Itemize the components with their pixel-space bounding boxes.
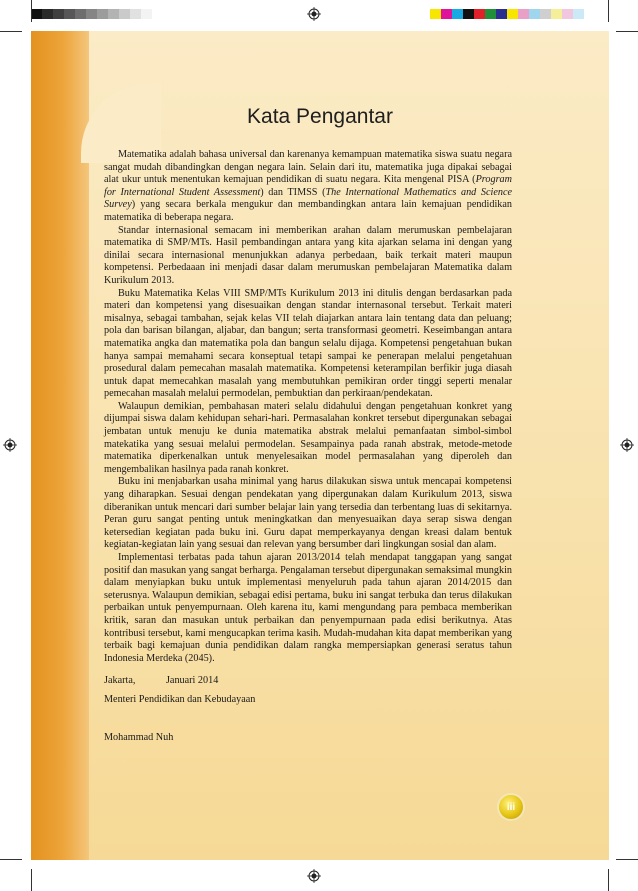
- gray-swatch: [119, 9, 130, 19]
- gray-swatch: [31, 9, 42, 19]
- paragraph: Matematika adalah bahasa universal dan karenanya kemampuan matematika siswa suatu negara sangat mudah dibandingkan dengan negara lain. Selain dari itu, matematika juga dipakai sebagai alat ukur untuk menentukan kemajuan pendidikan di suatu negara. Kita mengenal PISA (Program for International Student Assessment) dan TIMSS (The International Mathematics and Science Survey) yang secara berkala mengukur dan membandingkan antara lain kemajuan pendidikan matematika di beberapa negara.: [104, 149, 512, 223]
- color-swatch: [518, 9, 529, 19]
- gray-swatch: [64, 9, 75, 19]
- book-page: [31, 31, 609, 860]
- color-swatch: [573, 9, 584, 19]
- registration-mark-icon: [307, 869, 321, 883]
- date: Januari 2014: [165, 675, 219, 686]
- color-swatch: [507, 9, 518, 19]
- crop-mark: [31, 869, 32, 891]
- color-swatch: [474, 9, 485, 19]
- crop-mark: [616, 859, 638, 860]
- paragraph: Standar internasional semacam ini memberikan arahan dalam merumuskan pembelajaran matematika di SMP/MTs. Hasil pembandingan antara yang kita ajarkan selama ini dengan yang dinilai secara internasional menunjukkan adanya perbedaan, baik terkait materi maupun kompetensi. Perbedaaan ini menjadi dasar dalam merumuskan pembelajaran Matematika dalam Kurikulum 2013.: [104, 224, 512, 286]
- page-number-badge: iii: [499, 795, 523, 819]
- paragraph: Buku ini menjabarkan usaha minimal yang harus dilakukan siswa untuk mencapai kompetensi yang diharapkan. Sesuai dengan pendekatan yang dipergunakan dalam Kurikulum 2013, siswa diberanikan untuk mencari dari sumber belajar lain yang tersedia dan terbentang luas di sekitarnya. Peran guru sangat penting untuk meningkatkan dan menyesuaikan daya serap siswa dengan ketersedian kegiatan pada buku ini. Guru dapat memperkayanya dengan kreasi dalam bentuk kegiatan-kegiatan lain yang sesuai dan relevan yang bersumber dari lingkungan sosial dan alam.: [104, 476, 512, 551]
- color-swatch: [529, 9, 540, 19]
- crop-mark: [608, 0, 609, 22]
- gray-swatch: [130, 9, 141, 19]
- color-swatch: [430, 9, 441, 19]
- place: Jakarta,: [104, 675, 136, 686]
- color-swatch: [562, 9, 573, 19]
- registration-mark-icon: [620, 438, 634, 452]
- color-swatch: [463, 9, 474, 19]
- crop-mark: [616, 31, 638, 32]
- gray-swatch: [141, 9, 152, 19]
- crop-mark: [31, 0, 32, 22]
- color-swatch: [551, 9, 562, 19]
- gray-swatch: [75, 9, 86, 19]
- crop-mark: [0, 859, 22, 860]
- registration-mark-icon: [307, 7, 321, 21]
- place-date: [104, 675, 218, 686]
- crop-mark: [608, 869, 609, 891]
- page-title: Kata Pengantar: [247, 105, 393, 128]
- color-swatch: [496, 9, 507, 19]
- registration-mark-icon: [3, 438, 17, 452]
- color-swatch: [485, 9, 496, 19]
- signer-name: Mohammad Nuh: [104, 732, 174, 743]
- color-swatch: [452, 9, 463, 19]
- color-calibration-bar: [430, 9, 584, 19]
- color-swatch: [441, 9, 452, 19]
- paragraph: Buku Matematika Kelas VIII SMP/MTs Kurikulum 2013 ini ditulis dengan berdasarkan pada materi dan kompetensi yang disesuaikan dengan standar internasonal tersebut. Terkait materi misalnya, sebagai tambahan, sejak kelas VII telah diajarkan antara lain tentang data dan peluang; pola dan barisan bilangan, aljabar, dan bangun; serta transformasi geometri. Keseimbangan antara matematika angka dan matematika pola dan bangun selalu dijaga. Kompetensi pengetahuan bukan hanya sampai memahami secara konseptual tetapi sampai ke penerapan melalui pengetahuan prosedural dalam pemecahan masalah matematika. Kompetensi keterampilan berfikir juga diasah untuk dapat memecahkan masalah yang membutuhkan pemikiran order tinggi seperti menalar pemecahan masalah melalui permodelan, pembuktian dan perkiraan/pendekatan.: [104, 287, 512, 400]
- gray-swatch: [108, 9, 119, 19]
- paragraph: Implementasi terbatas pada tahun ajaran 2013/2014 telah mendapat tanggapan yang sangat positif dan masukan yang sangat berharga. Pengalaman tersebut dipergunakan semaksimal mungkin dalam menyiapkan buku untuk implementasi menyeluruh pada tahun ajaran 2014/2015 dan seterusnya. Walaupun demikian, sebagai edisi pertama, buku ini sangat terbuka dan terus dilakukan perbaikan untuk penyempurnaan. Oleh karena itu, kami mengundang para pembaca memberikan kritik, saran dan masukan untuk perbaikan dan penyempurnaan pada edisi berikutnya. Atas kontribusi tersebut, kami mengucapkan terima kasih. Mudah-mudahan kita dapat memberikan yang terbaik bagi kemajuan dunia pendidikan dalam rangka mempersiapkan generasi seratus tahun Indonesia Merdeka (2045).: [104, 552, 512, 664]
- gray-swatch: [86, 9, 97, 19]
- foreword-body: [104, 149, 512, 665]
- gray-swatch: [97, 9, 108, 19]
- crop-mark: [0, 31, 22, 32]
- gray-swatch: [42, 9, 53, 19]
- color-swatch: [540, 9, 551, 19]
- minister-title: Menteri Pendidikan dan Kebudayaan: [104, 694, 256, 705]
- paragraph: Walaupun demikian, pembahasan materi selalu didahului dengan pengetahuan konkret yang dijumpai siswa dalam kehidupan sehari-hari. Permasalahan konkret tersebut dipergunakan sebagai jembatan untuk menuju ke dunia matematika abstrak melalui pemanfaatan simbol-simbol matekatika yang sesuai melalui permodelan. Sesampainya pada ranah abstrak, metode-metode matematika diperkenalkan untuk menyelesaikan model permasalahan yang diperoleh dan mengembalikan hasilnya pada ranah konkret.: [104, 400, 512, 475]
- gray-calibration-bar: [31, 9, 152, 19]
- gray-swatch: [53, 9, 64, 19]
